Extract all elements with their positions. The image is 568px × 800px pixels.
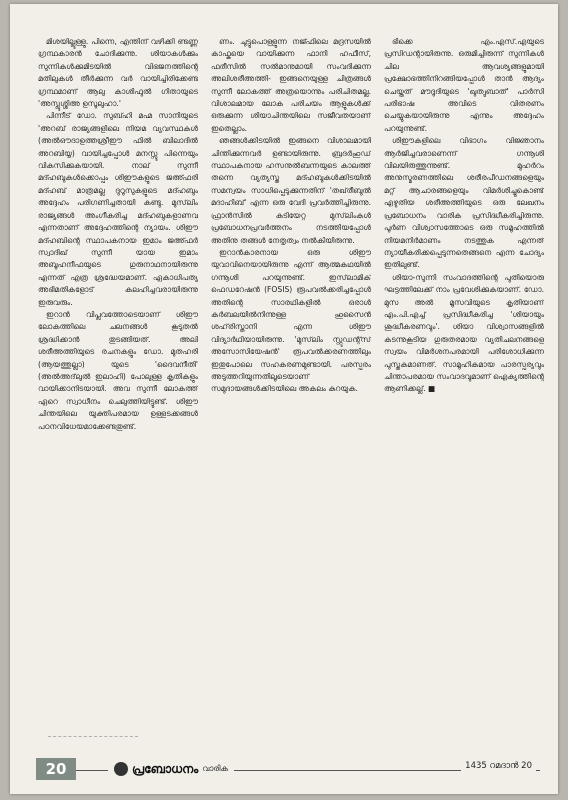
article-column-2 <box>211 36 371 736</box>
magazine-logo <box>108 760 234 778</box>
paragraph: ഇറാൻ വിപ്ലവത്തോടെയാണ് ശിഈ ലോകത്തിലെ ചലനങ്ങൾ കൂടുതൽ ശ്രദ്ധിക്കാൻ തുടങ്ങിയത്. അലി ശരീഅത്തിയുടെ രചനകളും ഡോ. മുതഹരി (ആയത്തുല്ലാ) യുടെ 'ദൈവനീതി' (അൽഅദ്‌ലുൽ ഇലാഹി) പോലുള്ള കൃതികളും വായിക്കാനിടയായി. അവ സുന്നീ ലോകത്ത് ഏറെ സ്വാധീനം ചെലുത്തിയിട്ടുണ്ട്. ശിഈ ചിന്തയിലെ യുക്തിപരമായ ഉള്ളടക്കങ്ങൾ പഠനവിധേയമാക്കേണ്ടതുണ്ട്. <box>38 309 198 431</box>
logo-icon <box>114 762 128 776</box>
magazine-name: പ്രബോധനം <box>132 761 199 776</box>
paragraph: പിന്നീട് ഡോ. സുബ്ഹി മഹ്മ സാനിയുടെ 'അറബ് രാജ്യങ്ങളിലെ നിയമ വ്യവസ്ഥകൾ (അൽഔദാഉത്തശ്രീഈ ഫിൽ ബിലാദിൽ അറബിയ്യ) വായിച്ചപ്പോൾ മനസ്സു പിന്നെയും വികസിക്കുകയായി. നാല് സുന്നീ മദ്ഹബുകൾക്കൊപ്പം ശിഈകളുടെ ജഅ്ഫരി മദ്ഹബ് മാത്രമല്ല ദുറൂസുകളുടെ മദ്ഹബും അദ്ദേഹം പരിഗണിച്ചതായി കണ്ടു. മുസ്‌ലിം രാജ്യങ്ങൾ അംഗീകരിച്ച മദ്ഹബുകളാണവ എന്നതാണ് അദ്ദേഹത്തിന്റെ ന്യായം. ശിഈ മദ്ഹബിന്റെ സ്ഥാപകനായ ഇമാം ജഅ്ഫർ സ്വാദിഖ് സുന്നീ യായ ഇമാം അബൂഹനീഫയുടെ ഗുരുനാഥനായിരുന്നു എന്നത് എത്ര ശ്രദ്ധേയമാണ്. ഏകാധിപത്യ അഭിമതികളോട് കലഹിച്ചവരായിരുന്നു ഇരുവരും. <box>38 111 198 307</box>
paragraph: ഞങ്ങൾക്കിടയിൽ ഇങ്ങനെ വിശാലമായി ചിന്തിക്കുന്നവർ ഉണ്ടായിരുന്നു. ബ്രദർഹുഡ് സ്ഥാപകനായ ഹസനുൽബന്നയുടെ കാലത്ത് തന്നെ വ്യത്യസ്ത മദ്ഹബുകൾക്കിടയിൽ സമന്വയം സാധിപ്പെടുക്കുന്നതിന് 'തഖ്‌രീബുൽ മദാഹിബ്' എന്ന ഒരു വേദി പ്രവർത്തിച്ചിരുന്നു. ഫ്രാൻസിൽ കുടിയേറ്റ മുസ്‌ലിംകൾ പ്രബോധനപ്രവർത്തനം നടത്തിയപ്പോൾ അതിനു തങ്ങൾ നേതൃത്വം നൽകിയിരുന്നു. <box>211 136 371 245</box>
magazine-subtitle: വാരിക <box>202 764 229 773</box>
article-column-1 <box>38 36 198 736</box>
magazine-page <box>10 4 558 794</box>
paragraph: ഭിക്കെ എം.എസ്.എയുടെ പ്രസിഡന്റായിരുന്നു. ഒരുമിച്ചിരുന്ന് സുന്നികൾ ചില ആവശ്യങ്ങളുമായി പ്രക്ഷോഭത്തിനിറങ്ങിയപ്പോൾ താൻ ആദ്യം ചെയ്തത് മൗദൂദിയുടെ 'ഖുത്വുബാത്' പാർസി പരിഭാഷ അവിടെ വിതരണം ചെയ്യുകയായിരുന്നു എന്നും അദ്ദേഹം പറയുന്നുണ്ട്. <box>384 37 544 133</box>
paragraph: ഇറാൻകാരനായ ഒരു ശിഈ യുവാവിനെയായിരുന്നു എന്ന് ആത്മകഥയിൽ ഗന്നൂശി പറയുന്നുണ്ട്. ഇസ്‌ലാമിക് ഫെഡറേഷൻ (FOSIS) രൂപവൽക്കരിച്ചപ്പോൾ അതിന്റെ സാരഥികളിൽ ഒരാൾ കർബലയിൽനിന്നുള്ള ഹുസൈൻ ശഹ്‌രിസ്താനി എന്ന ശിഈ വിദ്യാർഥിയായിരുന്നു. 'മുസ്‌ലിം സ്റ്റുഡന്റ്സ് അസോസിയേഷൻ' രൂപവൽക്കരണത്തിലും ഇതുപോലെ സഹകരണമുണ്ടായി. പരസ്പരം അടുത്തറിയുന്നതിലൂടെയാണ് സമുദായങ്ങൾക്കിടയിലെ അകലം കുറയുക. <box>211 247 371 394</box>
paragraph: ശിഈകളിലെ വിഭാഗം വിജ്ഞാനം ആർജിച്ചവരാണെന്ന് ഗന്നൂശി വിലയിരുത്തുന്നുണ്ട്. മുഹർറം അനുസ്മരണത്തിലെ ശരീരപീഡനങ്ങളെയും മറ്റ് ആചാരങ്ങളെയും വിമർശിച്ചുകൊണ്ട് എഴുതിയ ശരീഅത്തിയുടെ ഒരു ലേഖനം പ്രബോധനം വാരിക പ്രസിദ്ധീകരിച്ചിരുന്നു. പൂർണ വിശ്വാസത്തോടെ ഒരു സമൂഹത്തിൽ നിയമനിർമാണം നടത്തുക എന്നത് ന്യായീകരിക്കപ്പെടുന്നതെങ്ങനെ എന്ന ചോദ്യം ഇതിലുണ്ട്. <box>384 136 544 270</box>
article-column-3 <box>384 36 544 736</box>
paragraph: മിശയില്ലുള്ളു. പിന്നെ, എന്തിന് വഴിക്കി ണ്ടണ്ണ ഗ്രന്ഥകാരൻ ചോദിക്കുന്നു. ശിയാകൾക്കും സുന്നികൾക്കുമിടയിൽ വിഭജനത്തിന്റെ മതിലുകൾ തീർക്കുന്ന വർ വായിച്ചിരിക്കേണ്ട ഗ്രന്ഥമാണ് ആലു കാശിഫുൽ ഗിതായുടെ 'അസ്ലുശ്ശിഅ ഉസൂലുഹാ.' <box>38 37 198 109</box>
issue-info: 1435 റമദാൻ 20 <box>461 761 536 771</box>
decorative-smudge <box>48 736 138 755</box>
paragraph: ശിയാ-സുന്നി സംവാദത്തിന്റെ പുതിയൊരു ഘട്ടത്തിലേക്ക് നാം പ്രവേശിക്കുകയാണ്. ഡോ. മുസ അൽ മൂസവിയുടെ കൃതിയാണ് എം.പി.എച്ച് പ്രസിദ്ധീകരിച്ച 'ശിയായും ശുദ്ധീകരണവും'. ശിയാ വിശ്വാസങ്ങളിൽ കടന്നുകൂടിയ ഗുരുതരമായ വ്യതിചലനങ്ങളെ സ്വയം വിമർശനപരമായി പരിശോധിക്കുന്ന പുസ്തകമാണത്. സാമൂഹികമായ പാരസ്പര്യവും ചിന്താപരമായ സംവാദവുമാണ് ഐക്യത്തിന്റെ ആണിക്കല്ല്. ■ <box>384 272 544 394</box>
article-columns <box>38 36 544 736</box>
page-footer <box>10 758 558 782</box>
page-number: 20 <box>36 758 76 780</box>
paragraph: ണം. ചുട്ടുപൊള്ളുന്ന നജ്ഫിലെ മദ്രസയിൽ കാഫ്കയെ വായിക്കുന്ന ഫാനി ഹഫീസ്, ഫരീസിൽ സൽമാനുമായി സംവദിക്കുന്ന അലിശരീഅത്തി- ഇങ്ങനെയുള്ള ചിത്രങ്ങൾ സുന്നീ ലോകത്ത് അത്രയൊന്നും പരിചിതമല്ല. വിശാലമായ ലോക പരിചയം ആളുകൾക്ക് ഒരുക്കുന്ന ശിയാചിന്തയിലെ സജീവതയാണ് ഇതെല്ലാം. <box>211 37 371 133</box>
